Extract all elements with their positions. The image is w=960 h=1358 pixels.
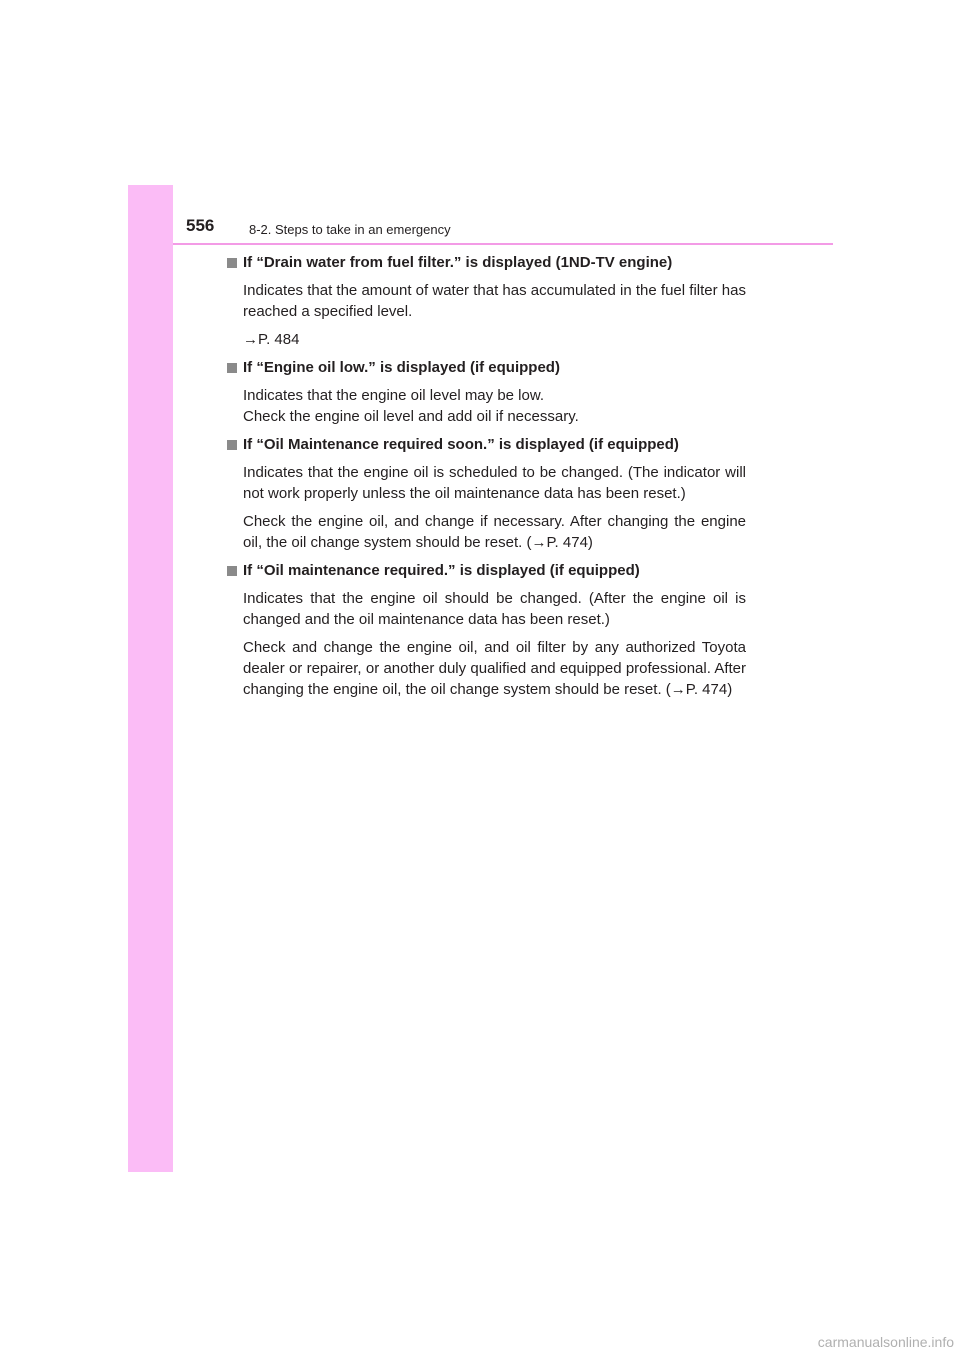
paragraph: Check the engine oil, and change if necessary. After changing the engine oil, the oil change system should be reset. (→P. 474) bbox=[243, 513, 746, 551]
page-number: 556 bbox=[186, 216, 215, 235]
watermark: carmanualsonline.info bbox=[817, 1334, 954, 1350]
section-drain-water bbox=[226, 252, 746, 350]
paragraph: Indicates that the engine oil should be changed. (After the engine oil is changed and the oil maintenance data has been reset.) bbox=[243, 590, 746, 628]
paragraph-line: Check the engine oil level and add oil if necessary. bbox=[243, 408, 579, 425]
section-oil-maintenance-soon bbox=[226, 434, 746, 553]
square-bullet-icon bbox=[227, 440, 237, 450]
section-heading: If “Oil maintenance required.” is displayed (if equipped) bbox=[226, 560, 746, 581]
square-bullet-icon bbox=[227, 566, 237, 576]
page-reference: →P. 484 bbox=[243, 331, 300, 348]
section-oil-maintenance-required bbox=[226, 560, 746, 700]
square-bullet-icon bbox=[227, 363, 237, 373]
paragraph: Indicates that the engine oil is scheduled to be changed. (The indicator will not work properly unless the oil maintenance data has been reset.) bbox=[243, 464, 746, 502]
paragraph bbox=[243, 385, 746, 427]
section-engine-oil-low bbox=[226, 357, 746, 427]
chapter-side-tab bbox=[128, 185, 173, 1172]
square-bullet-icon bbox=[227, 258, 237, 268]
paragraph-line: Indicates that the engine oil level may be low. bbox=[243, 387, 545, 404]
header-rule bbox=[173, 243, 833, 245]
paragraph: Indicates that the amount of water that has accumulated in the fuel filter has reached a specified level. bbox=[243, 282, 746, 320]
section-heading: If “Drain water from fuel filter.” is displayed (1ND-TV engine) bbox=[226, 252, 746, 273]
section-title: 8-2. Steps to take in an emergency bbox=[249, 222, 451, 237]
section-heading: If “Engine oil low.” is displayed (if equipped) bbox=[226, 357, 746, 378]
paragraph: Check and change the engine oil, and oil filter by any authorized Toyota dealer or repairer, or another duly qualified and equipped professional. After changing the engine oil, the oil change system should be reset. (→P. 474) bbox=[243, 639, 746, 698]
section-heading: If “Oil Maintenance required soon.” is displayed (if equipped) bbox=[226, 434, 746, 455]
page-content bbox=[226, 252, 746, 707]
